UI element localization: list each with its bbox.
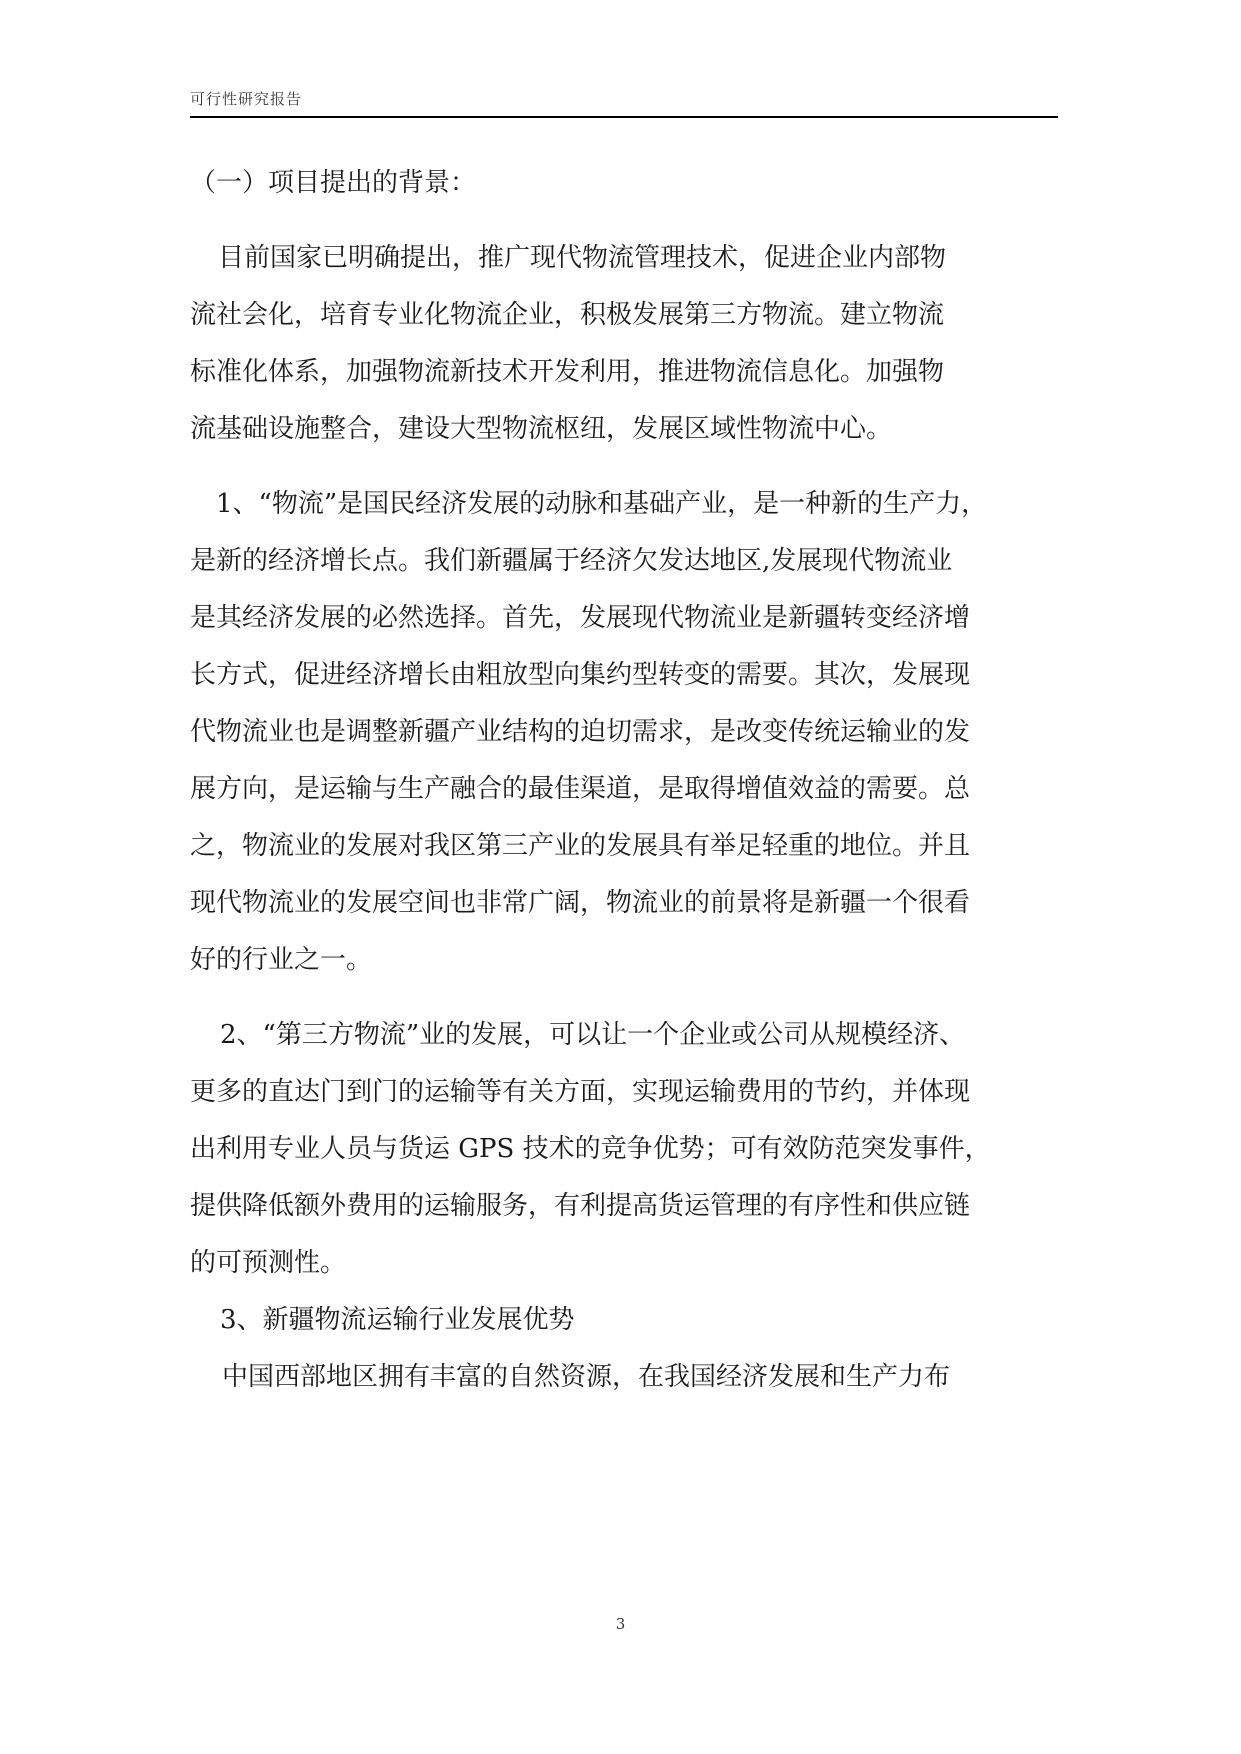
text-line: 2、“第三方物流”业的发展，可以让一个企业或公司从规模经济、 (220, 1020, 966, 1050)
text-line: 更多的直达门到门的运输等有关方面，实现运输费用的节约，并体现 (190, 1077, 971, 1107)
text-line: 标准化体系，加强物流新技术开发利用，推进物流信息化。加强物 (190, 357, 945, 387)
text-line: 1、“物流”是国民经济发展的动脉和基础产业，是一种新的生产力， (216, 489, 988, 519)
text-line: 中国西部地区拥有丰富的自然资源，在我国经济发展和生产力布 (222, 1362, 951, 1392)
text-line: 流基础设施整合，建设大型物流枢纽，发展区域性物流中心。 (190, 414, 893, 444)
section-heading: （一）项目提出的背景： (190, 168, 477, 198)
text-line: 展方向，是运输与生产融合的最佳渠道，是取得增值效益的需要。总 (190, 774, 971, 804)
paragraph-western-region (190, 1349, 1058, 1406)
paragraph-spacer (190, 989, 1058, 1007)
text-line: 之，物流业的发展对我区第三产业的发展具有举足轻重的地位。并且 (190, 831, 971, 861)
text-line: 是其经济发展的必然选择。首先，发展现代物流业是新疆转变经济增 (190, 603, 971, 633)
text-line: 3、新疆物流运输行业发展优势 (220, 1305, 575, 1335)
header-title: 可行性研究报告 (190, 90, 303, 108)
text-line: 是新的经济增长点。我们新疆属于经济欠发达地区,发展现代物流业 (190, 546, 953, 576)
text-line: 的可预测性。 (190, 1248, 347, 1278)
paragraph-xinjiang-advantages-heading (190, 1292, 1058, 1349)
document-body (190, 155, 1058, 1406)
text-line: 出利用专业人员与货运 GPS 技术的竞争优势；可有效防范突发事件， (190, 1134, 991, 1164)
text-line: 现代物流业的发展空间也非常广阔，物流业的前景将是新疆一个很看 (190, 888, 971, 918)
text-line: 好的行业之一。 (190, 945, 373, 975)
text-line: 目前国家已明确提出，推广现代物流管理技术，促进企业内部物 (218, 243, 947, 273)
text-line: 长方式，促进经济增长由粗放型向集约型转变的需要。其次，发展现 (190, 660, 971, 690)
text-line: 代物流业也是调整新疆产业结构的迫切需求，是改变传统运输业的发 (190, 717, 971, 747)
page-header (190, 86, 1058, 118)
paragraph-third-party-logistics (190, 1007, 1058, 1292)
paragraph-spacer (190, 458, 1058, 476)
text-line: 流社会化，培育专业化物流企业，积极发展第三方物流。建立物流 (190, 300, 945, 330)
paragraph-logistics-economy (190, 476, 1058, 989)
page-number: 3 (615, 1615, 626, 1633)
paragraph-background (190, 230, 1058, 458)
text-line: 提供降低额外费用的运输服务，有利提高货运管理的有序性和供应链 (190, 1191, 971, 1221)
